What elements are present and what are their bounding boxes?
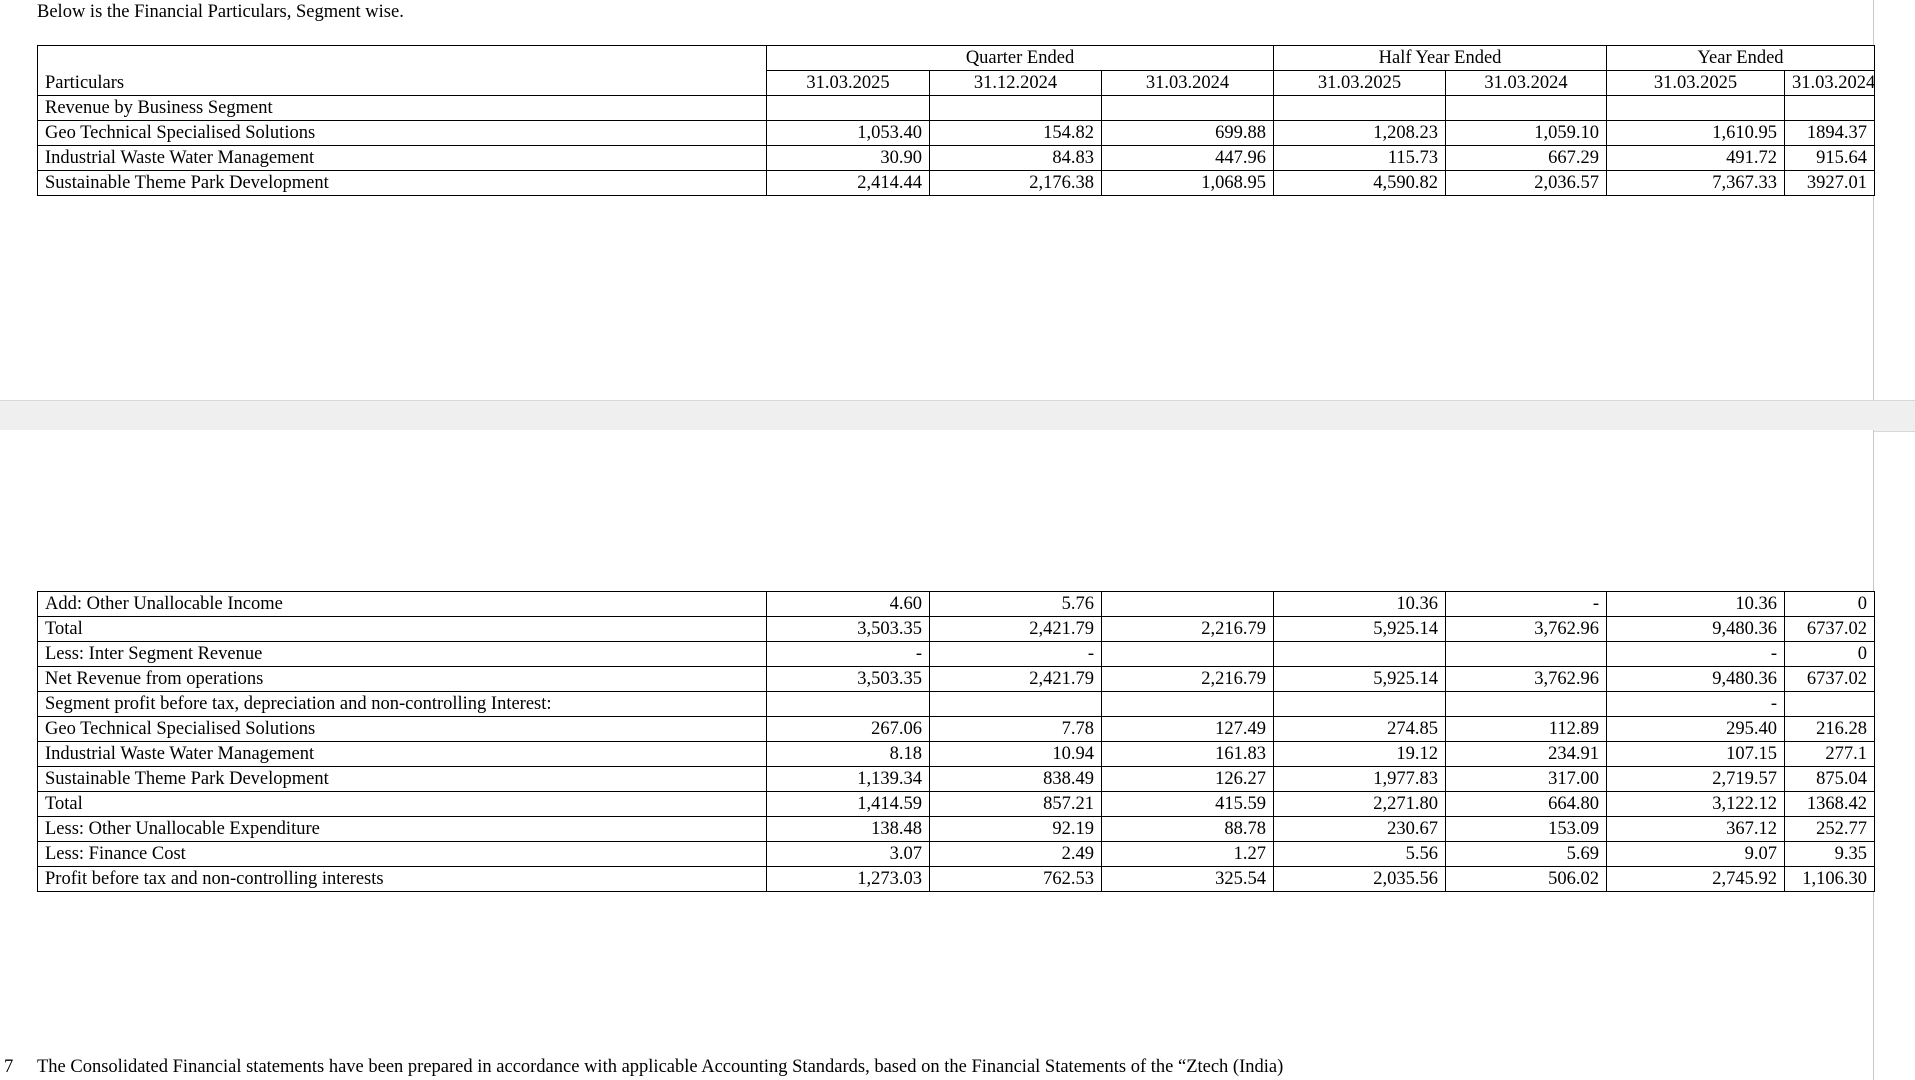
cell-r1-c5: 1,610.95 [1607,121,1785,146]
cell-r1-c6: 6737.02 [1785,617,1875,642]
cell-r8-c2: 415.59 [1102,792,1274,817]
cell-r7-c0: 1,139.34 [767,767,930,792]
cell-r7-c1: 838.49 [930,767,1102,792]
cell-r0-c1: 5.76 [930,592,1102,617]
cell-r6-c4: 234.91 [1446,742,1607,767]
cell-r2-c1: 84.83 [930,146,1102,171]
cell-r3-c1: 2,176.38 [930,171,1102,196]
cell-r0-c3 [1274,96,1446,121]
column-group-quarter-ended: Quarter Ended [767,46,1274,71]
cell-r6-c3: 19.12 [1274,742,1446,767]
intro-text: Below is the Financial Particulars, Segment wise. [37,2,404,22]
cell-r9-c3: 230.67 [1274,817,1446,842]
column-header-date-6: 31.03.2025 [1607,71,1785,96]
table-row [38,867,1875,892]
row-label: Geo Technical Specialised Solutions [38,121,767,146]
cell-r4-c4 [1446,692,1607,717]
cell-r4-c2 [1102,692,1274,717]
cell-r8-c6: 1368.42 [1785,792,1875,817]
cell-r2-c2: 447.96 [1102,146,1274,171]
cell-r5-c4: 112.89 [1446,717,1607,742]
row-label: Less: Finance Cost [38,842,767,867]
cell-r0-c0: 4.60 [767,592,930,617]
cell-r0-c1 [930,96,1102,121]
column-header-date-2: 31.12.2024 [930,71,1102,96]
cell-r2-c3: 115.73 [1274,146,1446,171]
table-row [38,792,1875,817]
cell-r5-c2: 127.49 [1102,717,1274,742]
cell-r1-c5: 9,480.36 [1607,617,1785,642]
row-label: Industrial Waste Water Management [38,742,767,767]
segment-revenue-table [37,45,1875,196]
table-row [38,692,1875,717]
table-row [38,617,1875,642]
row-label: Net Revenue from operations [38,667,767,692]
cell-r3-c3: 5,925.14 [1274,667,1446,692]
row-label: Sustainable Theme Park Development [38,767,767,792]
cell-r5-c3: 274.85 [1274,717,1446,742]
column-header-date-3: 31.03.2024 [1102,71,1274,96]
cell-r7-c2: 126.27 [1102,767,1274,792]
table-row [38,767,1875,792]
cell-r0-c6 [1785,96,1875,121]
row-label: Industrial Waste Water Management [38,146,767,171]
cell-r3-c2: 2,216.79 [1102,667,1274,692]
cell-r0-c6: 0 [1785,592,1875,617]
column-header-date-4: 31.03.2025 [1274,71,1446,96]
cell-r9-c5: 367.12 [1607,817,1785,842]
cell-r2-c0: - [767,642,930,667]
cell-r10-c4: 5.69 [1446,842,1607,867]
cell-r0-c5 [1607,96,1785,121]
cell-r1-c3: 5,925.14 [1274,617,1446,642]
cell-r2-c5: 491.72 [1607,146,1785,171]
footnote-text: The Consolidated Financial statements have been prepared in accordance with applicable Accounting Standards, based on the Financial Statements of the “Ztech (India) [37,1057,1284,1077]
cell-r1-c3: 1,208.23 [1274,121,1446,146]
row-label: Total [38,792,767,817]
table-row [38,742,1875,767]
segment-profit-table [37,591,1875,892]
row-label: Sustainable Theme Park Development [38,171,767,196]
cell-r1-c1: 2,421.79 [930,617,1102,642]
cell-r2-c0: 30.90 [767,146,930,171]
cell-r7-c6: 875.04 [1785,767,1875,792]
cell-r3-c5: 7,367.33 [1607,171,1785,196]
cell-r7-c5: 2,719.57 [1607,767,1785,792]
cell-r3-c0: 2,414.44 [767,171,930,196]
page-break-band [0,400,1915,432]
cell-r6-c2: 161.83 [1102,742,1274,767]
cell-r3-c1: 2,421.79 [930,667,1102,692]
cell-r8-c3: 2,271.80 [1274,792,1446,817]
cell-r1-c4: 3,762.96 [1446,617,1607,642]
column-header-date-7: 31.03.2024 [1785,71,1875,96]
table-row [38,146,1875,171]
cell-r11-c3: 2,035.56 [1274,867,1446,892]
cell-r4-c3 [1274,692,1446,717]
table-header-row-groups [38,46,1875,71]
cell-r3-c5: 9,480.36 [1607,667,1785,692]
cell-r6-c1: 10.94 [930,742,1102,767]
cell-r4-c5: - [1607,692,1785,717]
cell-r8-c5: 3,122.12 [1607,792,1785,817]
cell-r4-c0 [767,692,930,717]
table-row [38,717,1875,742]
cell-r0-c4: - [1446,592,1607,617]
table-row [38,592,1875,617]
cell-r1-c2: 2,216.79 [1102,617,1274,642]
cell-r11-c6: 1,106.30 [1785,867,1875,892]
cell-r8-c4: 664.80 [1446,792,1607,817]
cell-r2-c4 [1446,642,1607,667]
cell-r9-c6: 252.77 [1785,817,1875,842]
cell-r1-c2: 699.88 [1102,121,1274,146]
row-label: Segment profit before tax, depreciation and non-controlling Interest: [38,692,767,717]
cell-r2-c5: - [1607,642,1785,667]
cell-r3-c2: 1,068.95 [1102,171,1274,196]
cell-r4-c1 [930,692,1102,717]
row-label: Add: Other Unallocable Income [38,592,767,617]
cell-r4-c6 [1785,692,1875,717]
table-row [38,842,1875,867]
cell-r5-c0: 267.06 [767,717,930,742]
table-row [38,121,1875,146]
cell-r3-c0: 3,503.35 [767,667,930,692]
cell-r2-c3 [1274,642,1446,667]
cell-r2-c4: 667.29 [1446,146,1607,171]
cell-r2-c1: - [930,642,1102,667]
cell-r5-c5: 295.40 [1607,717,1785,742]
cell-r10-c1: 2.49 [930,842,1102,867]
cell-r1-c6: 1894.37 [1785,121,1875,146]
cell-r11-c0: 1,273.03 [767,867,930,892]
cell-r1-c0: 3,503.35 [767,617,930,642]
cell-r6-c0: 8.18 [767,742,930,767]
cell-r10-c0: 3.07 [767,842,930,867]
cell-r1-c4: 1,059.10 [1446,121,1607,146]
cell-r3-c6: 3927.01 [1785,171,1875,196]
row-label: Less: Other Unallocable Expenditure [38,817,767,842]
column-group-year-ended: Year Ended [1607,46,1875,71]
column-header-date-1: 31.03.2025 [767,71,930,96]
cell-r7-c4: 317.00 [1446,767,1607,792]
cell-r2-c6: 0 [1785,642,1875,667]
cell-r3-c4: 2,036.57 [1446,171,1607,196]
row-label: Less: Inter Segment Revenue [38,642,767,667]
table-row [38,667,1875,692]
cell-r8-c1: 857.21 [930,792,1102,817]
cell-r11-c1: 762.53 [930,867,1102,892]
cell-r10-c5: 9.07 [1607,842,1785,867]
column-header-date-5: 31.03.2024 [1446,71,1607,96]
cell-r3-c4: 3,762.96 [1446,667,1607,692]
cell-r3-c6: 6737.02 [1785,667,1875,692]
column-header-particulars: Particulars [38,46,767,96]
cell-r8-c0: 1,414.59 [767,792,930,817]
cell-r11-c2: 325.54 [1102,867,1274,892]
cell-r9-c0: 138.48 [767,817,930,842]
row-label: Revenue by Business Segment [38,96,767,121]
cell-r6-c6: 277.1 [1785,742,1875,767]
cell-r9-c1: 92.19 [930,817,1102,842]
row-label: Geo Technical Specialised Solutions [38,717,767,742]
cell-r0-c3: 10.36 [1274,592,1446,617]
cell-r3-c3: 4,590.82 [1274,171,1446,196]
cell-r7-c3: 1,977.83 [1274,767,1446,792]
table-row [38,817,1875,842]
column-group-half-year-ended: Half Year Ended [1274,46,1607,71]
cell-r2-c2 [1102,642,1274,667]
cell-r10-c6: 9.35 [1785,842,1875,867]
cell-r2-c6: 915.64 [1785,146,1875,171]
cell-r11-c5: 2,745.92 [1607,867,1785,892]
cell-r5-c6: 216.28 [1785,717,1875,742]
footnote-number: 7 [4,1057,14,1077]
row-label: Profit before tax and non-controlling interests [38,867,767,892]
cell-r9-c2: 88.78 [1102,817,1274,842]
row-label: Total [38,617,767,642]
cell-r10-c2: 1.27 [1102,842,1274,867]
cell-r0-c4 [1446,96,1607,121]
cell-r1-c1: 154.82 [930,121,1102,146]
cell-r0-c0 [767,96,930,121]
cell-r9-c4: 153.09 [1446,817,1607,842]
cell-r5-c1: 7.78 [930,717,1102,742]
table-row [38,642,1875,667]
cell-r6-c5: 107.15 [1607,742,1785,767]
cell-r0-c5: 10.36 [1607,592,1785,617]
cell-r1-c0: 1,053.40 [767,121,930,146]
cell-r10-c3: 5.56 [1274,842,1446,867]
cell-r0-c2 [1102,96,1274,121]
table-row [38,96,1875,121]
cell-r0-c2 [1102,592,1274,617]
table-row [38,171,1875,196]
cell-r11-c4: 506.02 [1446,867,1607,892]
